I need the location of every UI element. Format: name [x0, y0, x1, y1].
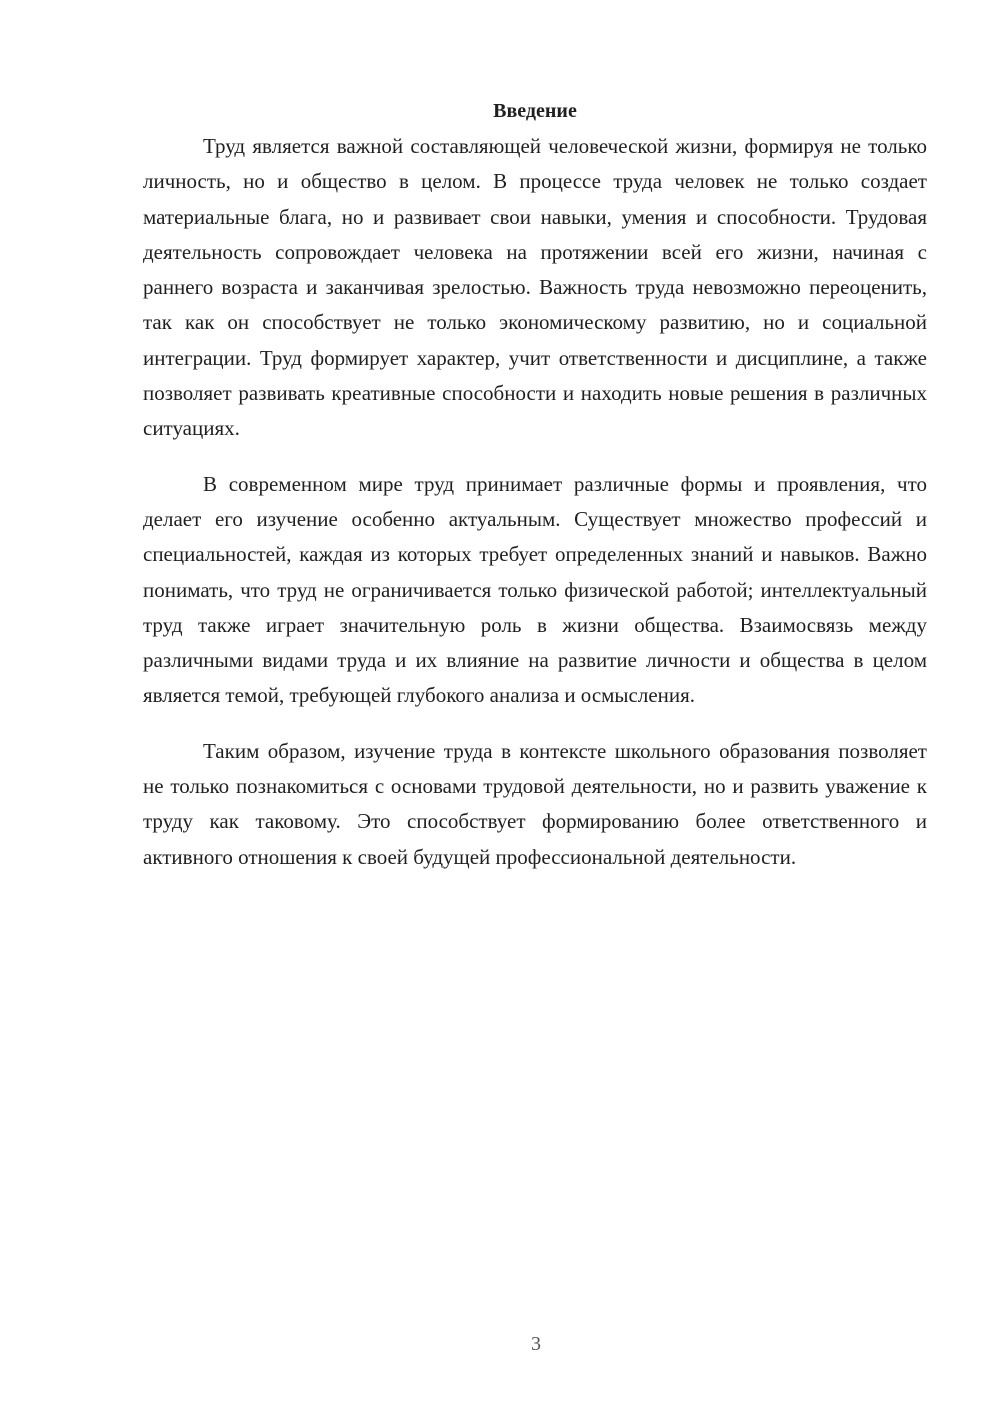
paragraph-3: Таким образом, изучение труда в контексте школьного образования позволяет не только познакомиться с основами трудовой деятельности, но и развить уважение к труду как таковому. Это способствует формированию более ответственного и активного отношения к своей будущей профессиональной деятельности. [143, 738, 927, 869]
section-heading: Введение [493, 100, 577, 122]
page-number: 3 [531, 1333, 541, 1355]
paragraph-2: В современном мире труд принимает различные формы и проявления, что делает его изучение особенно актуальным. Существует множество профессий и специальностей, каждая из которых требует определенных знаний и навыков. Важно понимать, что труд не ограничивается только физической работой; интеллектуальный труд также играет значительную роль в жизни общества. Взаимосвязь между различными видами труда и их влияние на развитие личности и общества в целом является темой, требующей глубокого анализа и осмысления. [143, 471, 927, 708]
document-body [143, 94, 927, 875]
paragraph-1: Труд является важной составляющей человеческой жизни, формируя не только личность, но и общество в целом. В процессе труда человек не только создает материальные блага, но и развивает свои навыки, умения и способности. Трудовая деятельность сопровождает человека на протяжении всей его жизни, начиная с раннего возраста и заканчивая зрелостью. Важность труда невозможно переоценить, так как он способствует не только экономическому развитию, но и социальной интеграции. Труд формирует характер, учит ответственности и дисциплине, а также позволяет развивать креативные способности и находить новые решения в различных ситуациях. [143, 134, 927, 441]
